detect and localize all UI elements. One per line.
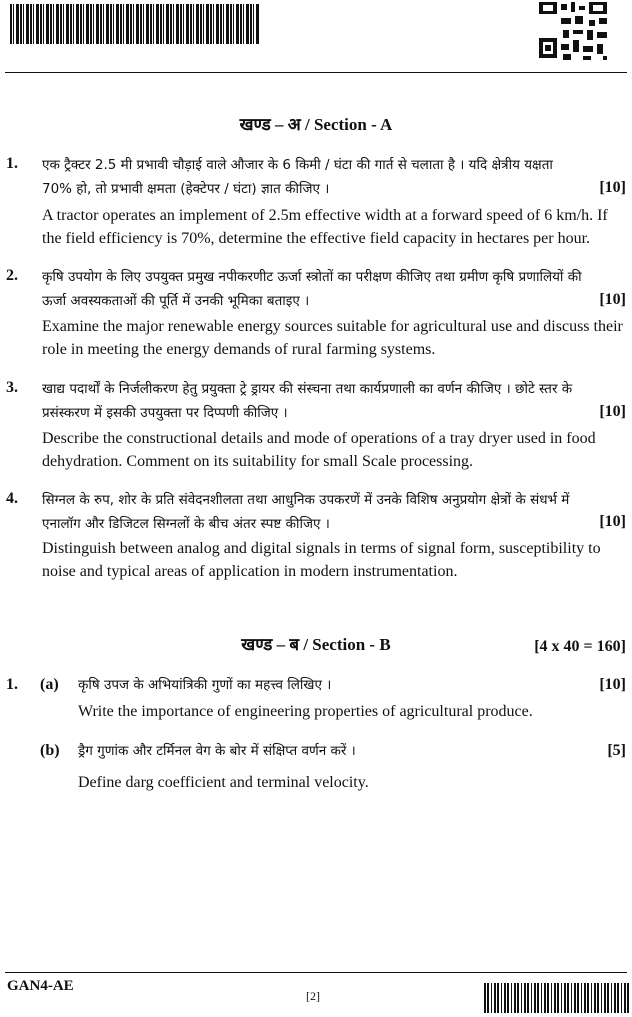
page-number: [2]	[306, 989, 320, 1003]
paper-code: GAN4-AE	[7, 978, 74, 994]
question-hindi: सिग्नल के रुप, शोर के प्रति संवेदनशीलता तथा आधुनिक उपकरणें में उनके विशिष अनुप्रयोग क्षेत्रों के संधर्भ में एनालॉग और डिजिटल सिग्नलों के बीच अंतर स्पष्ट कीजिए ।	[42, 492, 570, 532]
part-hindi: कृषि उपज के अभियांत्रिकी गुणों का महत्त्व लिखिए ।	[78, 677, 332, 693]
total-marks: [4 x 40 = 160]	[534, 638, 626, 655]
question-number: 2.	[6, 267, 18, 284]
part-english: Write the importance of engineering properties of agricultural produce.	[78, 703, 533, 720]
part-hindi: ड्रैग गुणांक और टर्मिनल वेग के बोर में संक्षिप्त वर्णन करें ।	[78, 743, 356, 759]
question-hindi: एक ट्रैक्टर 2.5 मी प्रभावी चौड़ाई वाले औजार के 6 किमी / घंटा की गार्त से चलाता है । यदि क्षेत्रीय यक्षता 70% हो, तो प्रभावी क्षमता (हेक्टेपर / घंटा) ज्ञात कीजिए ।	[42, 157, 553, 197]
barcode-bottom	[484, 983, 630, 1013]
part-english: Define darg coefficient and terminal velocity.	[78, 774, 369, 791]
question-marks: [10]	[599, 179, 626, 196]
question-number: 1.	[6, 155, 18, 172]
question-marks: [10]	[599, 403, 626, 420]
question-marks: [10]	[599, 513, 626, 530]
question-marks: [10]	[599, 291, 626, 308]
part-marks: [10]	[599, 676, 626, 693]
question-hindi: खाद्य पदार्थों के निर्जलीकरण हेतु प्रयुक्ता ट्रे ड्रायर की संस्चना तथा कार्यप्रणाली का वर्णन कीजिए । छोटे स्तर के प्रसंस्करण में इसकी उपयुक्ता पर दिप्पणी कीजिए ।	[42, 381, 573, 421]
question-english: Examine the major renewable energy sources suitable for agricultural use and discuss their role in meeting the energy demands of rural farming systems.	[42, 318, 623, 358]
footer-rule	[5, 972, 627, 973]
section-b-title: खण्ड – ब / Section - B	[241, 635, 391, 654]
qr-code	[537, 0, 609, 62]
question-english: Distinguish between analog and digital signals in terms of signal form, susceptibility to noise and typical areas of application in modern instrumentation.	[42, 540, 601, 580]
question-number: 4.	[6, 490, 18, 507]
question-english: A tractor operates an implement of 2.5m effective width at a forward speed of 6 km/h. If the field efficiency is 70%, determine the effective field capacity in hectares per hour.	[42, 207, 608, 247]
part-marks: [5]	[607, 742, 626, 759]
question-number: 1.	[6, 676, 18, 693]
barcode-top	[10, 4, 260, 44]
question-hindi: कृषि उपयोग के लिए उपयुक्त प्रमुख नपीकरणीट ऊर्जा स्त्रोतों का परीक्षण कीजिए तथा ग्रमीण कृषि प्रणालियों की ऊर्जा अवस्यकताओं की पूर्ति में उनकी भूमिका बताइए ।	[42, 269, 582, 309]
part-label: (b)	[40, 742, 60, 759]
header-rule	[5, 72, 627, 73]
question-number: 3.	[6, 379, 18, 396]
part-label: (a)	[40, 676, 59, 693]
section-a-title: खण्ड – अ / Section - A	[239, 115, 393, 134]
question-english: Describe the constructional details and mode of operations of a tray dryer used in food dehydration. Comment on its suitability for small Scale processing.	[42, 430, 596, 470]
